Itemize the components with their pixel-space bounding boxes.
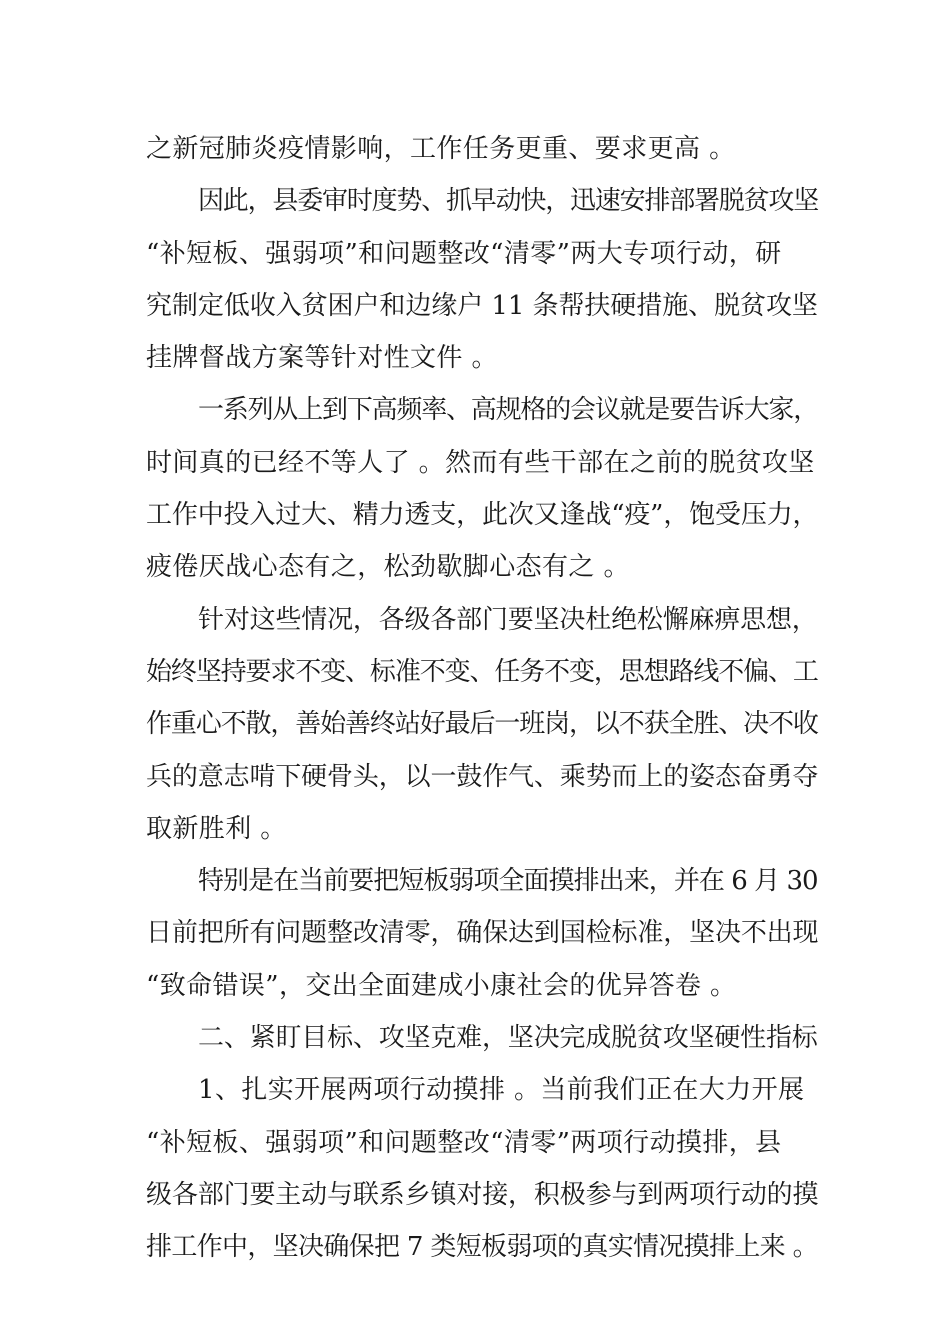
- text-line: 排工作中，坚决确保把 7 类短板弱项的真实情况摸排上来 。: [146, 1232, 818, 1263]
- text-line: “致命错误”，交出全面建成小康社会的优异答卷 。: [146, 970, 737, 1001]
- text-line: 挂牌督战方案等针对性文件 。: [146, 343, 498, 374]
- text-line: 疲倦厌战心态有之，松劲歇脚心态有之 。: [146, 552, 630, 583]
- text-line: 工作中投入过大、精力透支，此次又逢战“疫”，饱受压力，: [146, 500, 819, 531]
- text-line: 究制定低收入贫困户和边缘户 11 条帮扶硬措施、脱贫攻坚: [146, 290, 818, 321]
- text-line: 一系列从上到下高频率、高规格的会议就是要告诉大家，: [198, 395, 819, 426]
- text-line: 因此，县委审时度势、抓早动快，迅速安排部署脱贫攻坚: [198, 186, 819, 217]
- text-line: 取新胜利 。: [146, 813, 287, 844]
- text-line: “补短板、强弱项”和问题整改“清零”两大专项行动，研: [146, 238, 782, 269]
- text-line: 针对这些情况，各级各部门要坚决杜绝松懈麻痹思想，: [198, 604, 818, 635]
- text-line: 作重心不散，善始善终站好最后一班岗，以不获全胜、决不收: [146, 709, 818, 740]
- text-line: 始终坚持要求不变、标准不变、任务不变，思想路线不偏、工: [146, 656, 818, 687]
- text-line: 兵的意志啃下硬骨头，以一鼓作气、乘势而上的姿态奋勇夺: [146, 761, 819, 792]
- text-line: 级各部门要主动与联系乡镇对接，积极参与到两项行动的摸: [146, 1179, 819, 1210]
- text-line: 1、扎实开展两项行动摸排 。当前我们正在大力开展: [198, 1075, 805, 1106]
- document-body: [146, 123, 818, 1274]
- text-line: 时间真的已经不等人了 。然而有些干部在之前的脱贫攻坚: [146, 447, 815, 478]
- text-line: 日前把所有问题整改清零，确保达到国检标准，坚决不出现: [146, 918, 819, 949]
- text-line: 特别是在当前要把短板弱项全面摸排出来，并在 6 月 30: [198, 866, 818, 897]
- text-line: “补短板、强弱项”和问题整改“清零”两项行动摸排，县: [146, 1127, 782, 1158]
- text-line: 之新冠肺炎疫情影响，工作任务更重、要求更高 。: [146, 134, 736, 164]
- text-line: 二、紧盯目标、攻坚克难，坚决完成脱贫攻坚硬性指标: [198, 1023, 818, 1054]
